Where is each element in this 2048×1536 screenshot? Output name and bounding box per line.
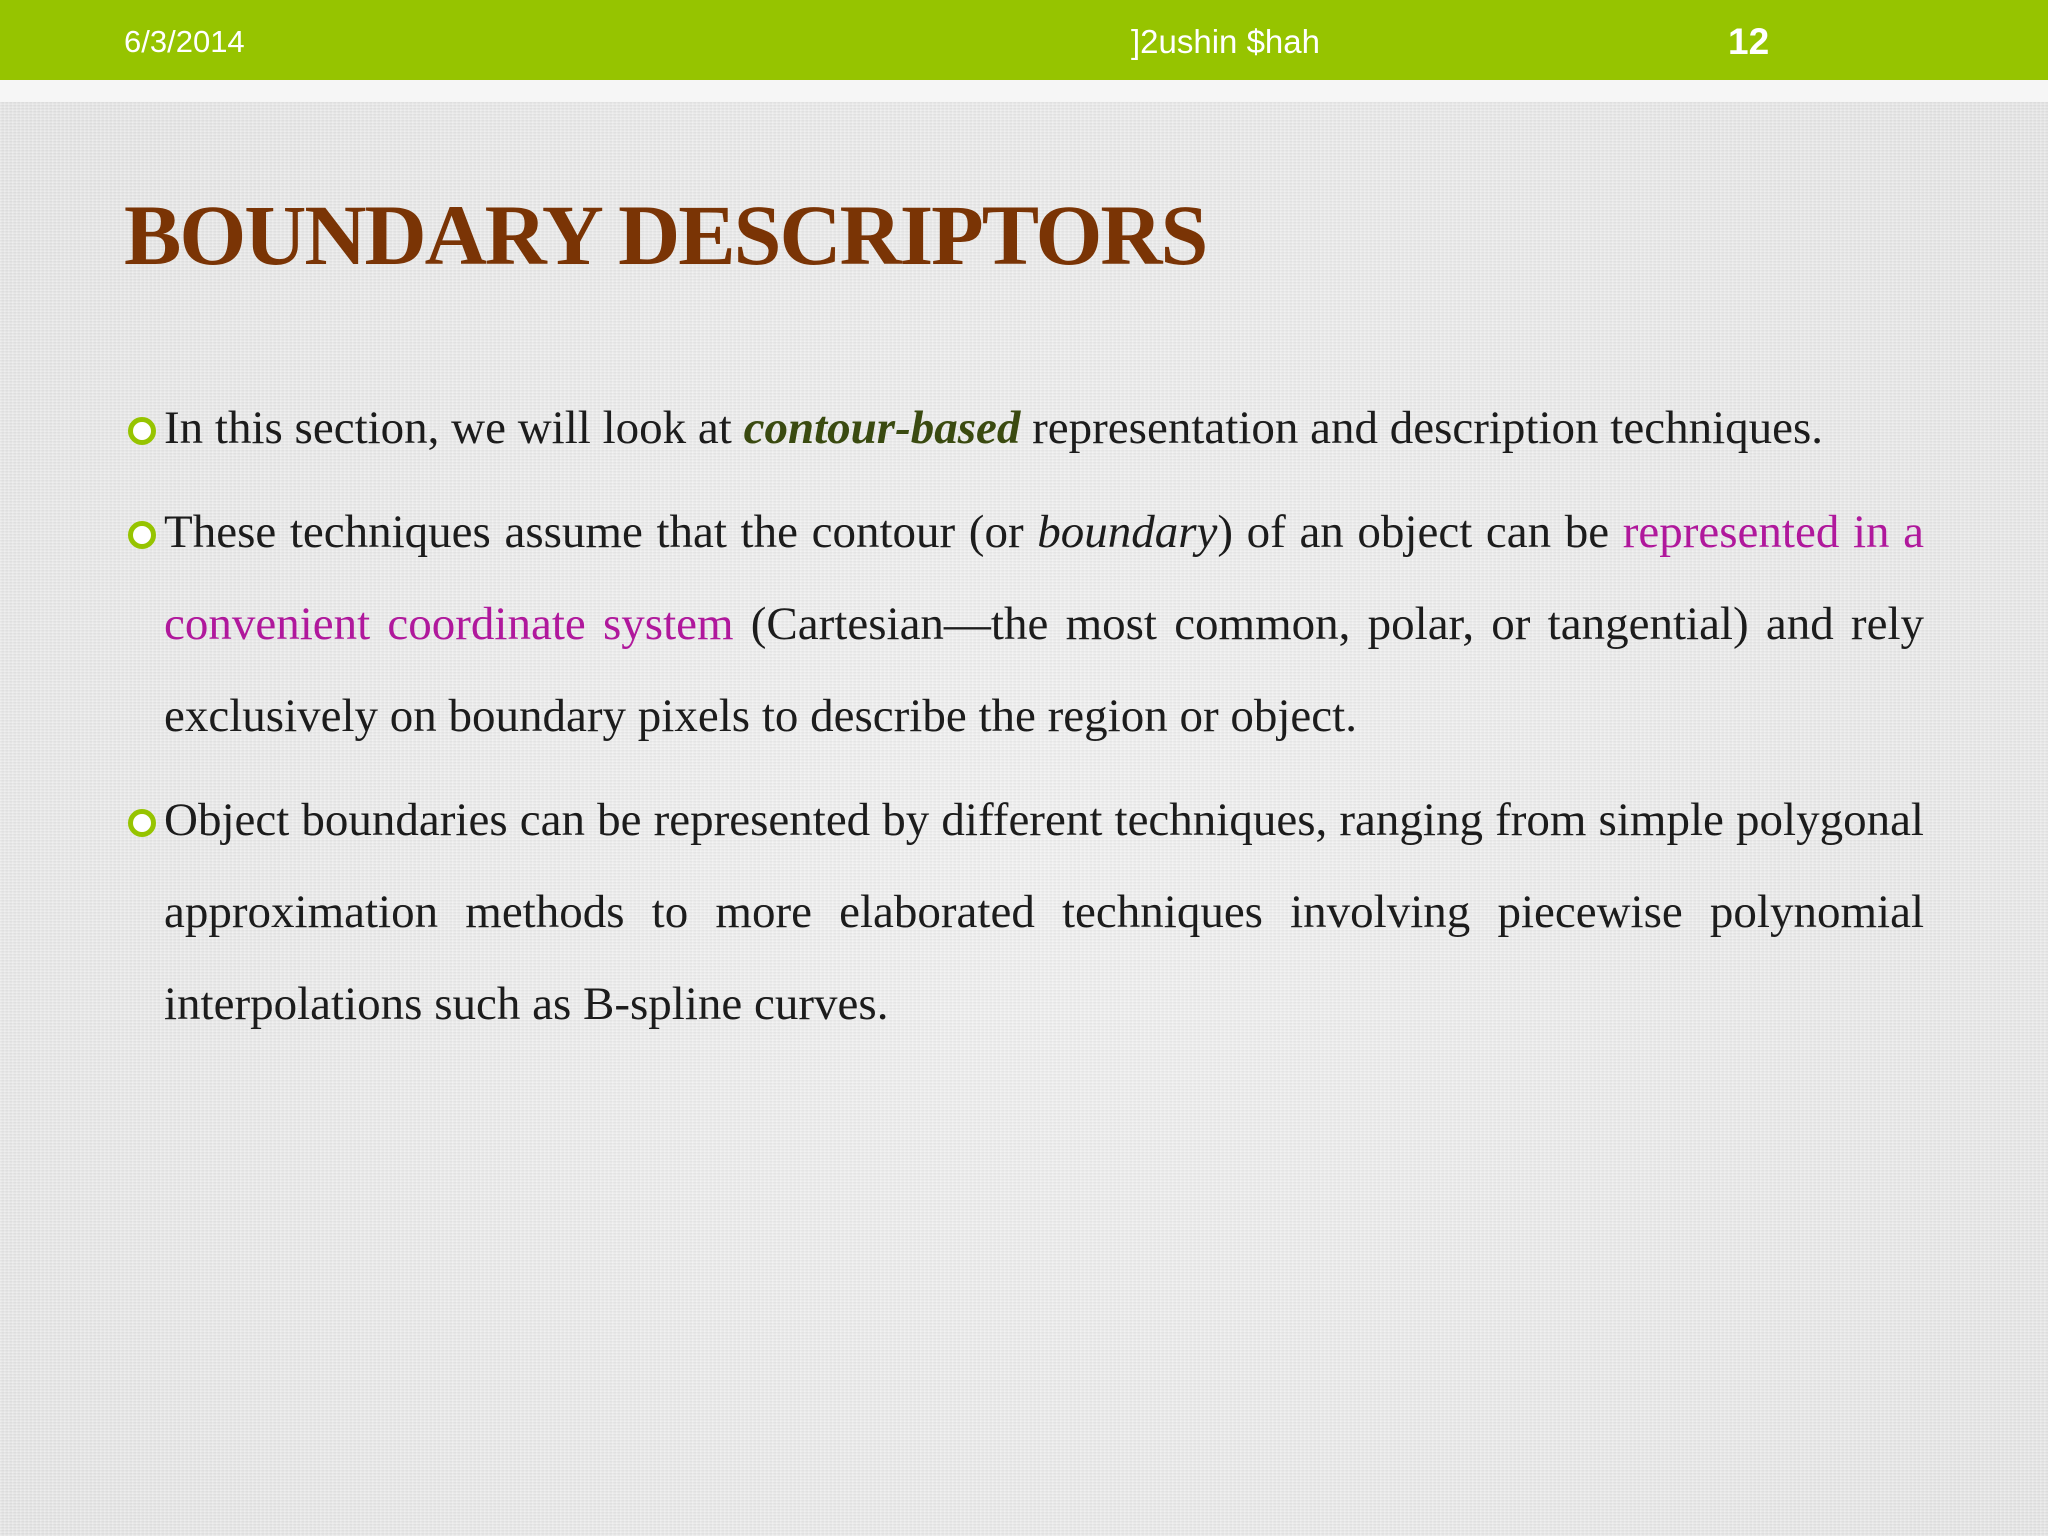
slide-number: 12	[1728, 21, 1770, 62]
bullet-1-emphasis: contour-based	[743, 402, 1021, 454]
circle-bullet-icon	[128, 521, 156, 549]
circle-bullet-icon	[128, 809, 156, 837]
bullet-2-highlight: represented in a convenient coordinate system	[164, 506, 1925, 650]
bullet-item-2	[124, 486, 1924, 762]
slide-author: ]2ushin $hah	[1131, 23, 1320, 60]
bullet-2-emphasis: boundary	[1037, 506, 1218, 558]
slide-date: 6/3/2014	[124, 24, 245, 59]
bullet-2-text-middle: ) of an object can be	[1217, 506, 1623, 558]
bullet-list	[124, 382, 1924, 1050]
bullet-2-text-start: These techniques assume that the contour (or	[164, 506, 1038, 558]
bullet-item-3	[124, 774, 1924, 1050]
bullet-1-text-start: In this section, we will look at	[164, 402, 744, 454]
header-divider	[0, 80, 2048, 102]
slide-title: BOUNDARY DESCRIPTORS	[124, 187, 1207, 283]
circle-bullet-icon	[128, 417, 156, 445]
bullet-3-text: Object boundaries can be represented by different techniques, ranging from simple polygonal approximation methods to more elaborated techniques involving piecewise polynomial interpolations such as B-spline curves.	[164, 794, 1924, 1030]
bullet-2-text-end: (Cartesian—the most common, polar, or tangential) and rely exclusively on boundary pixels to describe the region or object.	[164, 598, 1925, 742]
bullet-item-1	[124, 382, 1924, 474]
header-bar	[0, 0, 2048, 80]
bullet-1-text-end: representation and description techniques.	[1020, 402, 1824, 454]
